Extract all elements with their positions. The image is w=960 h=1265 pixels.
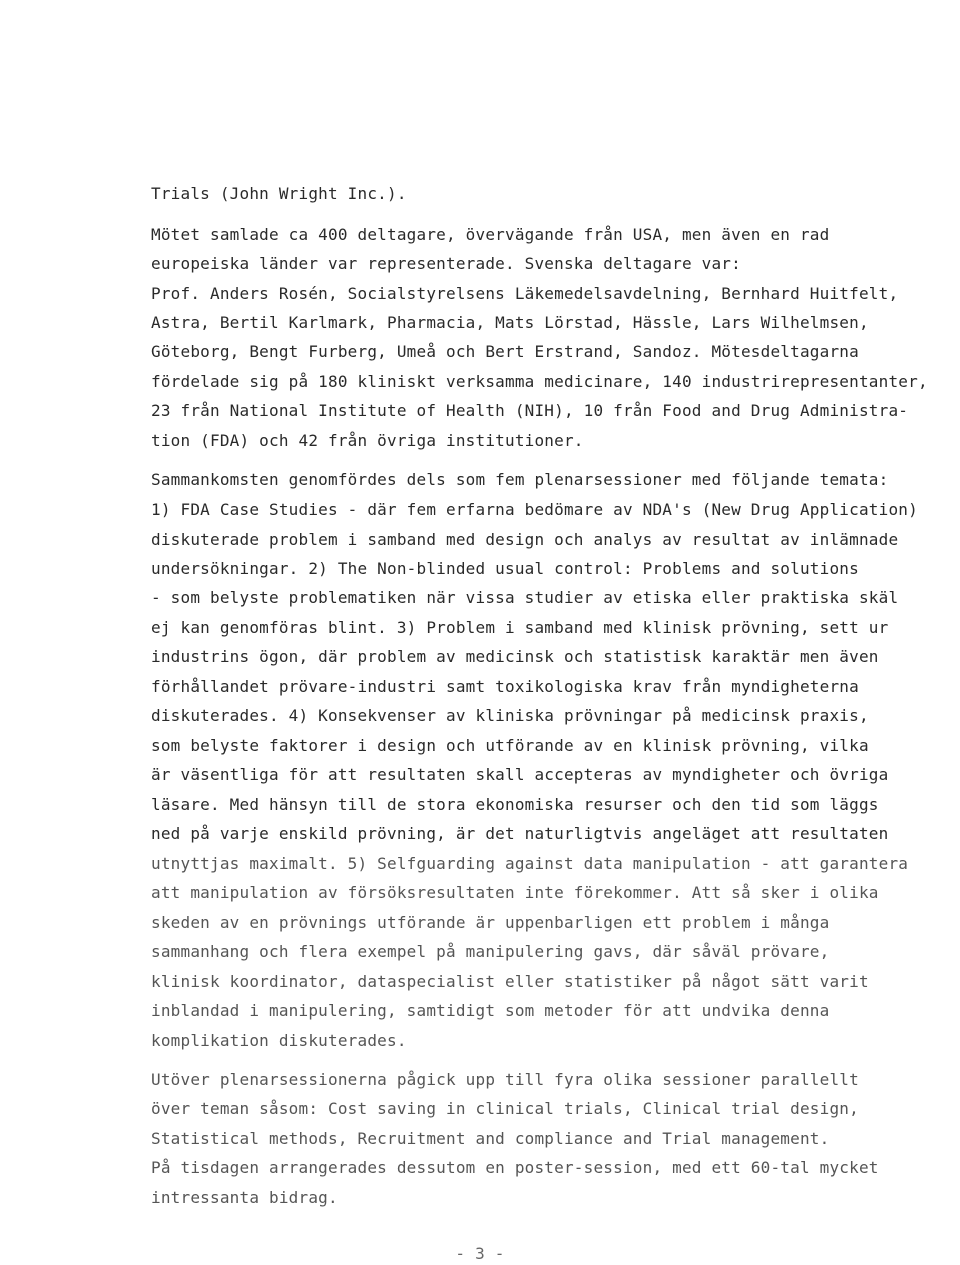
text-line: 1) FDA Case Studies - där fem erfarna bedömare av NDA's (New Drug Application)	[151, 500, 918, 519]
text-line: klinisk koordinator, dataspecialist eller statistiker på något sätt varit	[151, 972, 869, 991]
text-line: Astra, Bertil Karlmark, Pharmacia, Mats Lörstad, Hässle, Lars Wilhelmsen,	[151, 313, 869, 332]
text-line: komplikation diskuterades.	[151, 1031, 407, 1050]
text-line: över teman såsom: Cost saving in clinical trials, Clinical trial design,	[151, 1099, 859, 1118]
page-number: - 3 -	[455, 1244, 505, 1263]
text-line: ej kan genomföras blint. 3) Problem i samband med klinisk prövning, sett ur	[151, 618, 889, 637]
text-line: - som belyste problematiken när vissa studier av etiska eller praktiska skäl	[151, 588, 899, 607]
text-line: Prof. Anders Rosén, Socialstyrelsens Läkemedelsavdelning, Bernhard Huitfelt,	[151, 284, 899, 303]
text-line: intressanta bidrag.	[151, 1188, 338, 1207]
text-line: sammanhang och flera exempel på manipulering gavs, där såväl prövare,	[151, 942, 830, 961]
text-line: diskuterade problem i samband med design och analys av resultat av inlämnade	[151, 530, 899, 549]
text-line: utnyttjas maximalt. 5) Selfguarding against data manipulation - att garantera	[151, 854, 909, 873]
text-line: På tisdagen arrangerades dessutom en poster-session, med ett 60-tal mycket	[151, 1158, 879, 1177]
text-line: Utöver plenarsessionerna pågick upp till fyra olika sessioner parallellt	[151, 1070, 859, 1089]
text-line: europeiska länder var representerade. Svenska deltagare var:	[151, 254, 741, 273]
text-line: Trials (John Wright Inc.).	[151, 184, 407, 203]
text-line: 23 från National Institute of Health (NIH), 10 från Food and Drug Administra-	[151, 401, 909, 420]
text-line: ned på varje enskild prövning, är det naturligtvis angeläget att resultaten	[151, 824, 889, 843]
text-line: Mötet samlade ca 400 deltagare, övervägande från USA, men även en rad	[151, 225, 830, 244]
text-line: att manipulation av försöksresultaten inte förekommer. Att så sker i olika	[151, 883, 879, 902]
text-line: tion (FDA) och 42 från övriga institutioner.	[151, 431, 584, 450]
text-line: fördelade sig på 180 kliniskt verksamma medicinare, 140 industrirepresentanter,	[151, 372, 928, 391]
text-line: inblandad i manipulering, samtidigt som metoder för att undvika denna	[151, 1001, 830, 1020]
text-line: diskuterades. 4) Konsekvenser av kliniska prövningar på medicinsk praxis,	[151, 706, 869, 725]
text-line: undersökningar. 2) The Non-blinded usual control: Problems and solutions	[151, 559, 859, 578]
text-line: läsare. Med hänsyn till de stora ekonomiska resurser och den tid som läggs	[151, 795, 879, 814]
text-line: Sammankomsten genomfördes dels som fem plenarsessioner med följande temata:	[151, 470, 889, 489]
text-line: skeden av en prövnings utförande är uppenbarligen ett problem i många	[151, 913, 830, 932]
text-line: Göteborg, Bengt Furberg, Umeå och Bert Erstrand, Sandoz. Mötesdeltagarna	[151, 342, 859, 361]
text-line: som belyste faktorer i design och utförande av en klinisk prövning, vilka	[151, 736, 869, 755]
text-line: är väsentliga för att resultaten skall accepteras av myndigheter och övriga	[151, 765, 889, 784]
text-line: förhållandet prövare-industri samt toxikologiska krav från myndigheterna	[151, 677, 859, 696]
text-line: industrins ögon, där problem av medicinsk och statistisk karaktär men även	[151, 647, 879, 666]
text-line: Statistical methods, Recruitment and compliance and Trial management.	[151, 1129, 830, 1148]
